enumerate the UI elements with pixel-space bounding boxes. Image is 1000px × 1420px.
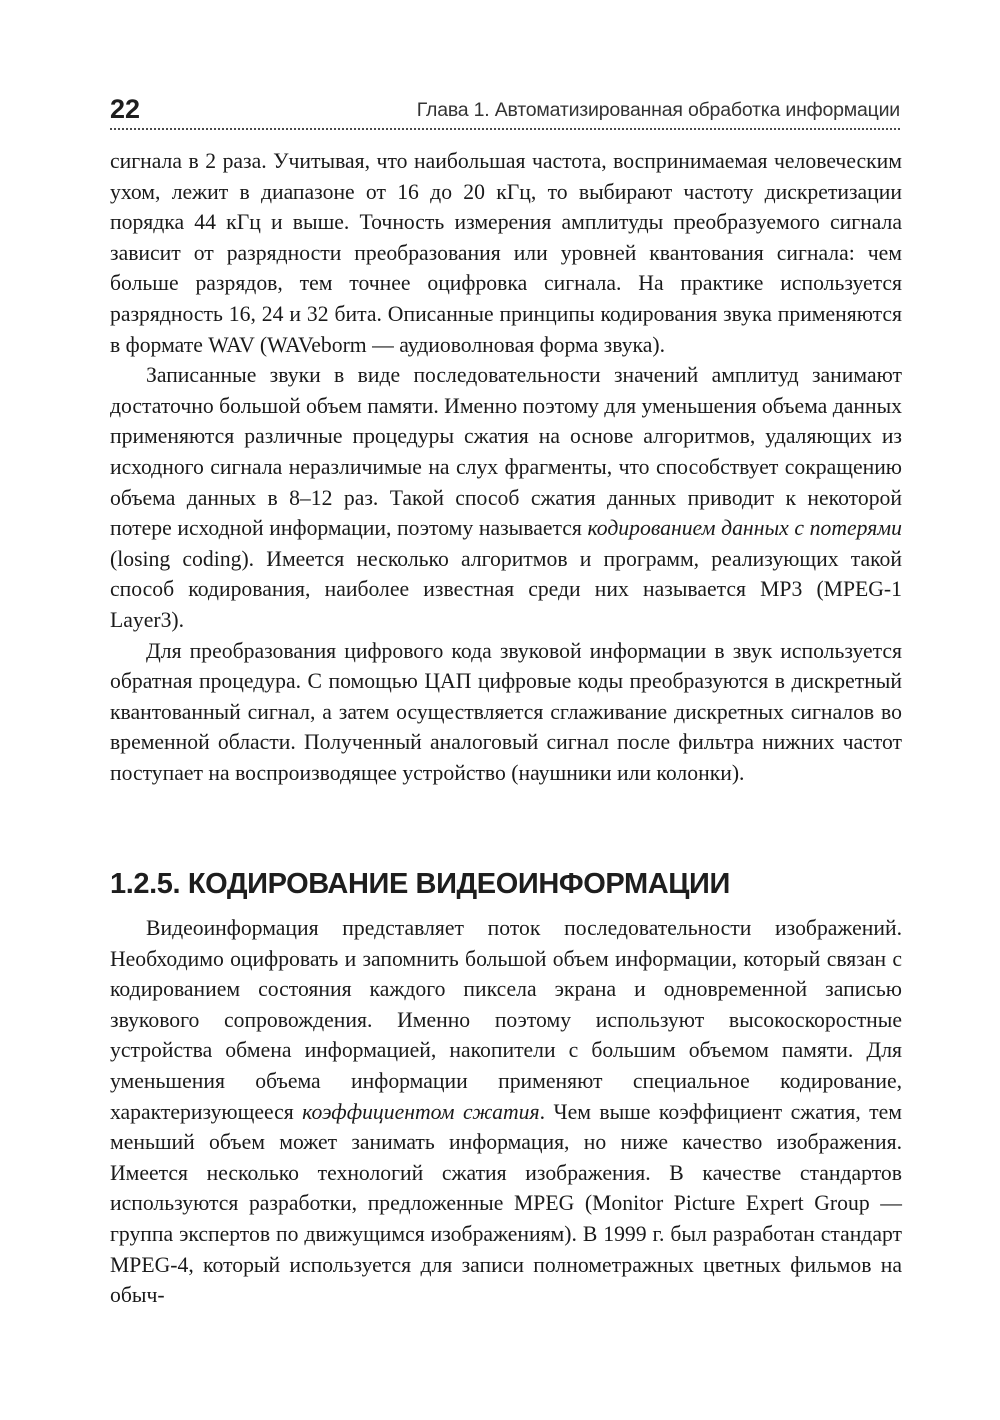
paragraph-2-emphasis: кодированием данных с потерями — [587, 516, 902, 541]
header-dotted-rule — [110, 128, 900, 130]
paragraph-3: Для преобразования цифрового кода звуковой информации в звук используется обратная процедура. С помощью ЦАП цифровые коды преобразуются в дискретный квантованный сигнал, а затем осуществляется сглаживание дискретных сигналов во временной области. Полученный аналоговый сигнал после фильтра нижних частот поступает на воспроизводящее устройство (наушники или колонки). — [110, 638, 902, 785]
paragraph-4-emphasis: коэффициентом сжатия — [302, 1099, 540, 1124]
paragraph-2 — [110, 360, 902, 635]
running-head: Глава 1. Автоматизированная обработка информации — [416, 99, 900, 121]
paragraph-4 — [110, 913, 902, 1311]
paragraph-1: сигнала в 2 раза. Учитывая, что наибольшая частота, воспринимаемая человеческим ухом, лежит в диапазоне от 16 до 20 кГц, то выбирают частоту дискретизации порядка 44 кГц и выше. Точность измерения амплитуды преобразуемого сигнала зависит от разрядности преобразования или уровней квантования сигнала: чем больше разрядов, тем точнее оцифровка сигнала. На практике используется разрядность 16, 24 и 32 бита. Описанные принципы кодирования звука применяются в формате WAV (WAVeborm — аудиоволновая форма звука). — [110, 149, 902, 357]
page-header — [110, 92, 900, 132]
section-heading: 1.2.5. КОДИРОВАНИЕ ВИДЕОИНФОРМАЦИИ — [110, 868, 730, 900]
paragraph-4-text-a: Видеоинформация представляет поток последовательности изображений. Необходимо оцифровать и запомнить большой объем информации, который связан с кодированием состояния каждого пиксела экрана и одновременной записью звукового сопровождения. Именно поэтому используют высокоскоростные устройства обмена информацией, накопители с большим объемом памяти. Для уменьшения объема информации применяют специальное кодирование, характеризующееся — [110, 916, 902, 1124]
section-heading-block — [110, 866, 902, 902]
page-number: 22 — [110, 94, 141, 124]
paragraph-2-text-b: (losing coding). Имеется несколько алгоритмов и программ, реализующих такой способ кодирования, наиболее известная среди них называется MP3 (MPEG-1 Layer3). — [110, 546, 902, 632]
text-block-lower — [110, 913, 902, 1311]
text-block-upper — [110, 146, 902, 788]
paragraph-2-text-a: Записанные звуки в виде последовательности значений амплитуд занимают достаточно большой объем памяти. Именно поэтому для уменьшения объема данных применяются различные процедуры сжатия на основе алгоритмов, удаляющих из исходного сигнала неразличимые на слух фрагменты, что способствует сокращению объема данных в 8–12 раз. Такой способ сжатия данных приводит к некоторой потере исходной информации, поэтому называется — [110, 363, 902, 541]
paragraph-4-text-b: . Чем выше коэффициент сжатия, тем меньший объем может занимать информация, но ниже качество изображения. Имеется несколько технологий сжатия изображения. В качестве стандартов используются разработки, предложенные MPEG (Monitor Picture Expert Group — группа экспертов по движущимся изображениям). В 1999 г. был разработан стандарт MPEG-4, который используется для записи полнометражных цветных фильмов на обыч- — [110, 1099, 902, 1308]
